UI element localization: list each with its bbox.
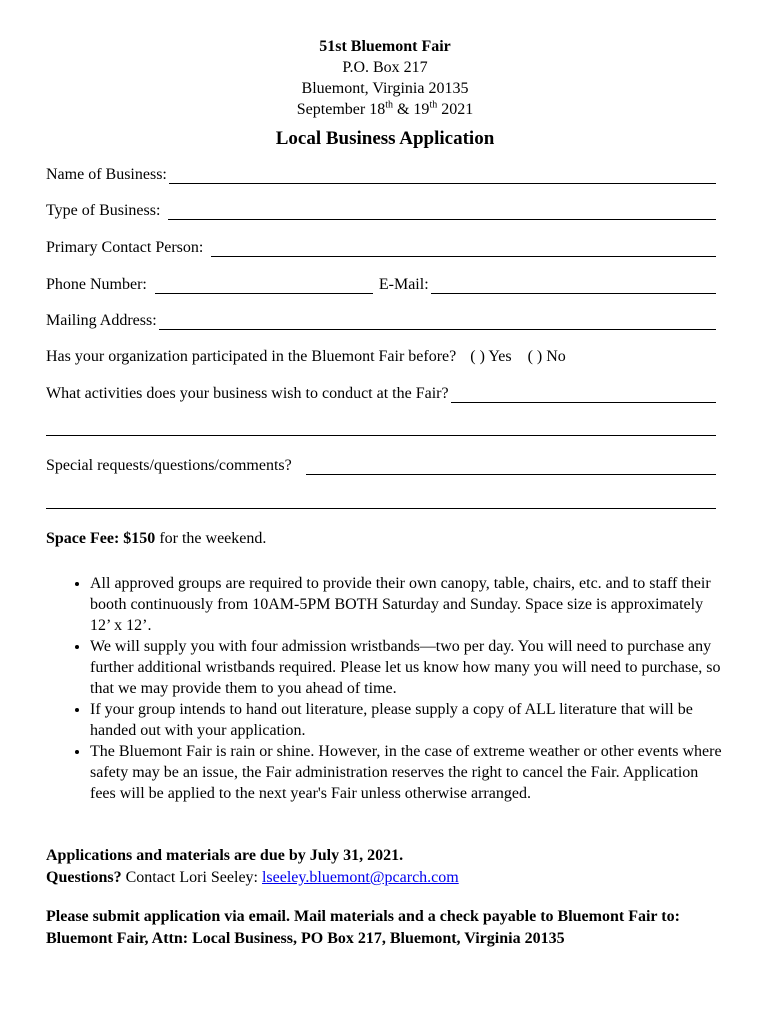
list-item: • If your group intends to hand out literature, please supply a copy of ALL literature that will be handed out with your application. <box>90 699 726 741</box>
business-type-row <box>46 202 716 220</box>
contact-email-link[interactable]: lseeley.bluemont@pcarch.com <box>261 869 459 886</box>
email-field[interactable] <box>431 279 716 294</box>
phone-label: Phone Number: <box>46 276 147 293</box>
list-item: • We will supply you with four admission wristbands—two per day. You will need to purchase any further additional wristbands required. Please let us know how many you will need to purchase, so that we may provide them to you ahead of time. <box>90 636 726 699</box>
due-date: Applications and materials are due by July 31, 2021. <box>46 847 404 864</box>
contact-text: Contact Lori Seeley: <box>121 869 262 886</box>
terms-list <box>46 573 726 804</box>
space-fee-text: for the weekend. <box>155 530 267 547</box>
activities-row <box>46 385 716 403</box>
special-requests-field-line-2[interactable] <box>46 494 716 509</box>
participated-question: Has your organization participated in the Bluemont Fair before? <box>46 348 457 365</box>
mailing-address-label: Mailing Address: <box>46 312 157 329</box>
business-type-field[interactable] <box>168 205 716 220</box>
special-requests-row <box>46 457 716 475</box>
activities-label: What activities does your business wish to conduct at the Fair? <box>46 385 449 402</box>
business-name-row <box>46 166 716 184</box>
submit-instructions: Please submit application via email. Mail materials and a check payable to Bluemont Fair to: Bluemont Fair, Attn: Local Business, PO Box 217, Bluemont, Virginia 20135 <box>46 908 680 947</box>
special-requests-field[interactable] <box>306 460 716 475</box>
activities-continuation-row <box>46 421 716 436</box>
fair-dates: September 18th & 19th 2021 <box>296 99 474 118</box>
participated-no-option[interactable]: ( ) No <box>527 348 566 365</box>
mailing-address-row <box>46 312 716 330</box>
phone-email-row <box>46 276 716 294</box>
city-state-zip: Bluemont, Virginia 20135 <box>301 80 469 97</box>
deadline-block <box>46 845 459 889</box>
po-box: P.O. Box 217 <box>342 59 428 76</box>
contact-person-label: Primary Contact Person: <box>46 239 204 256</box>
space-fee-label: Space Fee: $150 <box>46 530 156 547</box>
phone-field[interactable] <box>155 279 373 294</box>
activities-field[interactable] <box>451 388 716 403</box>
space-fee <box>46 530 266 548</box>
business-type-label: Type of Business: <box>46 202 161 219</box>
questions-label: Questions? <box>46 869 122 886</box>
special-requests-label: Special requests/questions/comments? <box>46 457 292 474</box>
fair-name: 51st Bluemont Fair <box>319 38 451 55</box>
form-title: Local Business Application <box>275 128 495 149</box>
special-requests-continuation-row <box>46 494 716 509</box>
list-item: • The Bluemont Fair is rain or shine. However, in the case of extreme weather or other events where safety may be an issue, the Fair administration reserves the right to cancel the Fair. Application fees will be applied to the next year's Fair unless otherwise arranged. <box>90 741 726 804</box>
mailing-address-field[interactable] <box>159 315 716 330</box>
participated-yes-option[interactable]: ( ) Yes <box>470 348 512 365</box>
questions-line <box>46 867 459 889</box>
document-header <box>0 36 770 120</box>
activities-field-line-2[interactable] <box>46 421 716 436</box>
contact-person-row <box>46 239 716 257</box>
email-label: E-Mail: <box>378 276 429 293</box>
contact-person-field[interactable] <box>211 242 716 257</box>
participated-row <box>46 348 716 366</box>
business-name-label: Name of Business: <box>46 166 167 183</box>
business-name-field[interactable] <box>169 169 716 184</box>
list-item: • All approved groups are required to provide their own canopy, table, chairs, etc. and to staff their booth continuously from 10AM-5PM BOTH Saturday and Sunday. Space size is approximately 12’ x 12’. <box>90 573 726 636</box>
